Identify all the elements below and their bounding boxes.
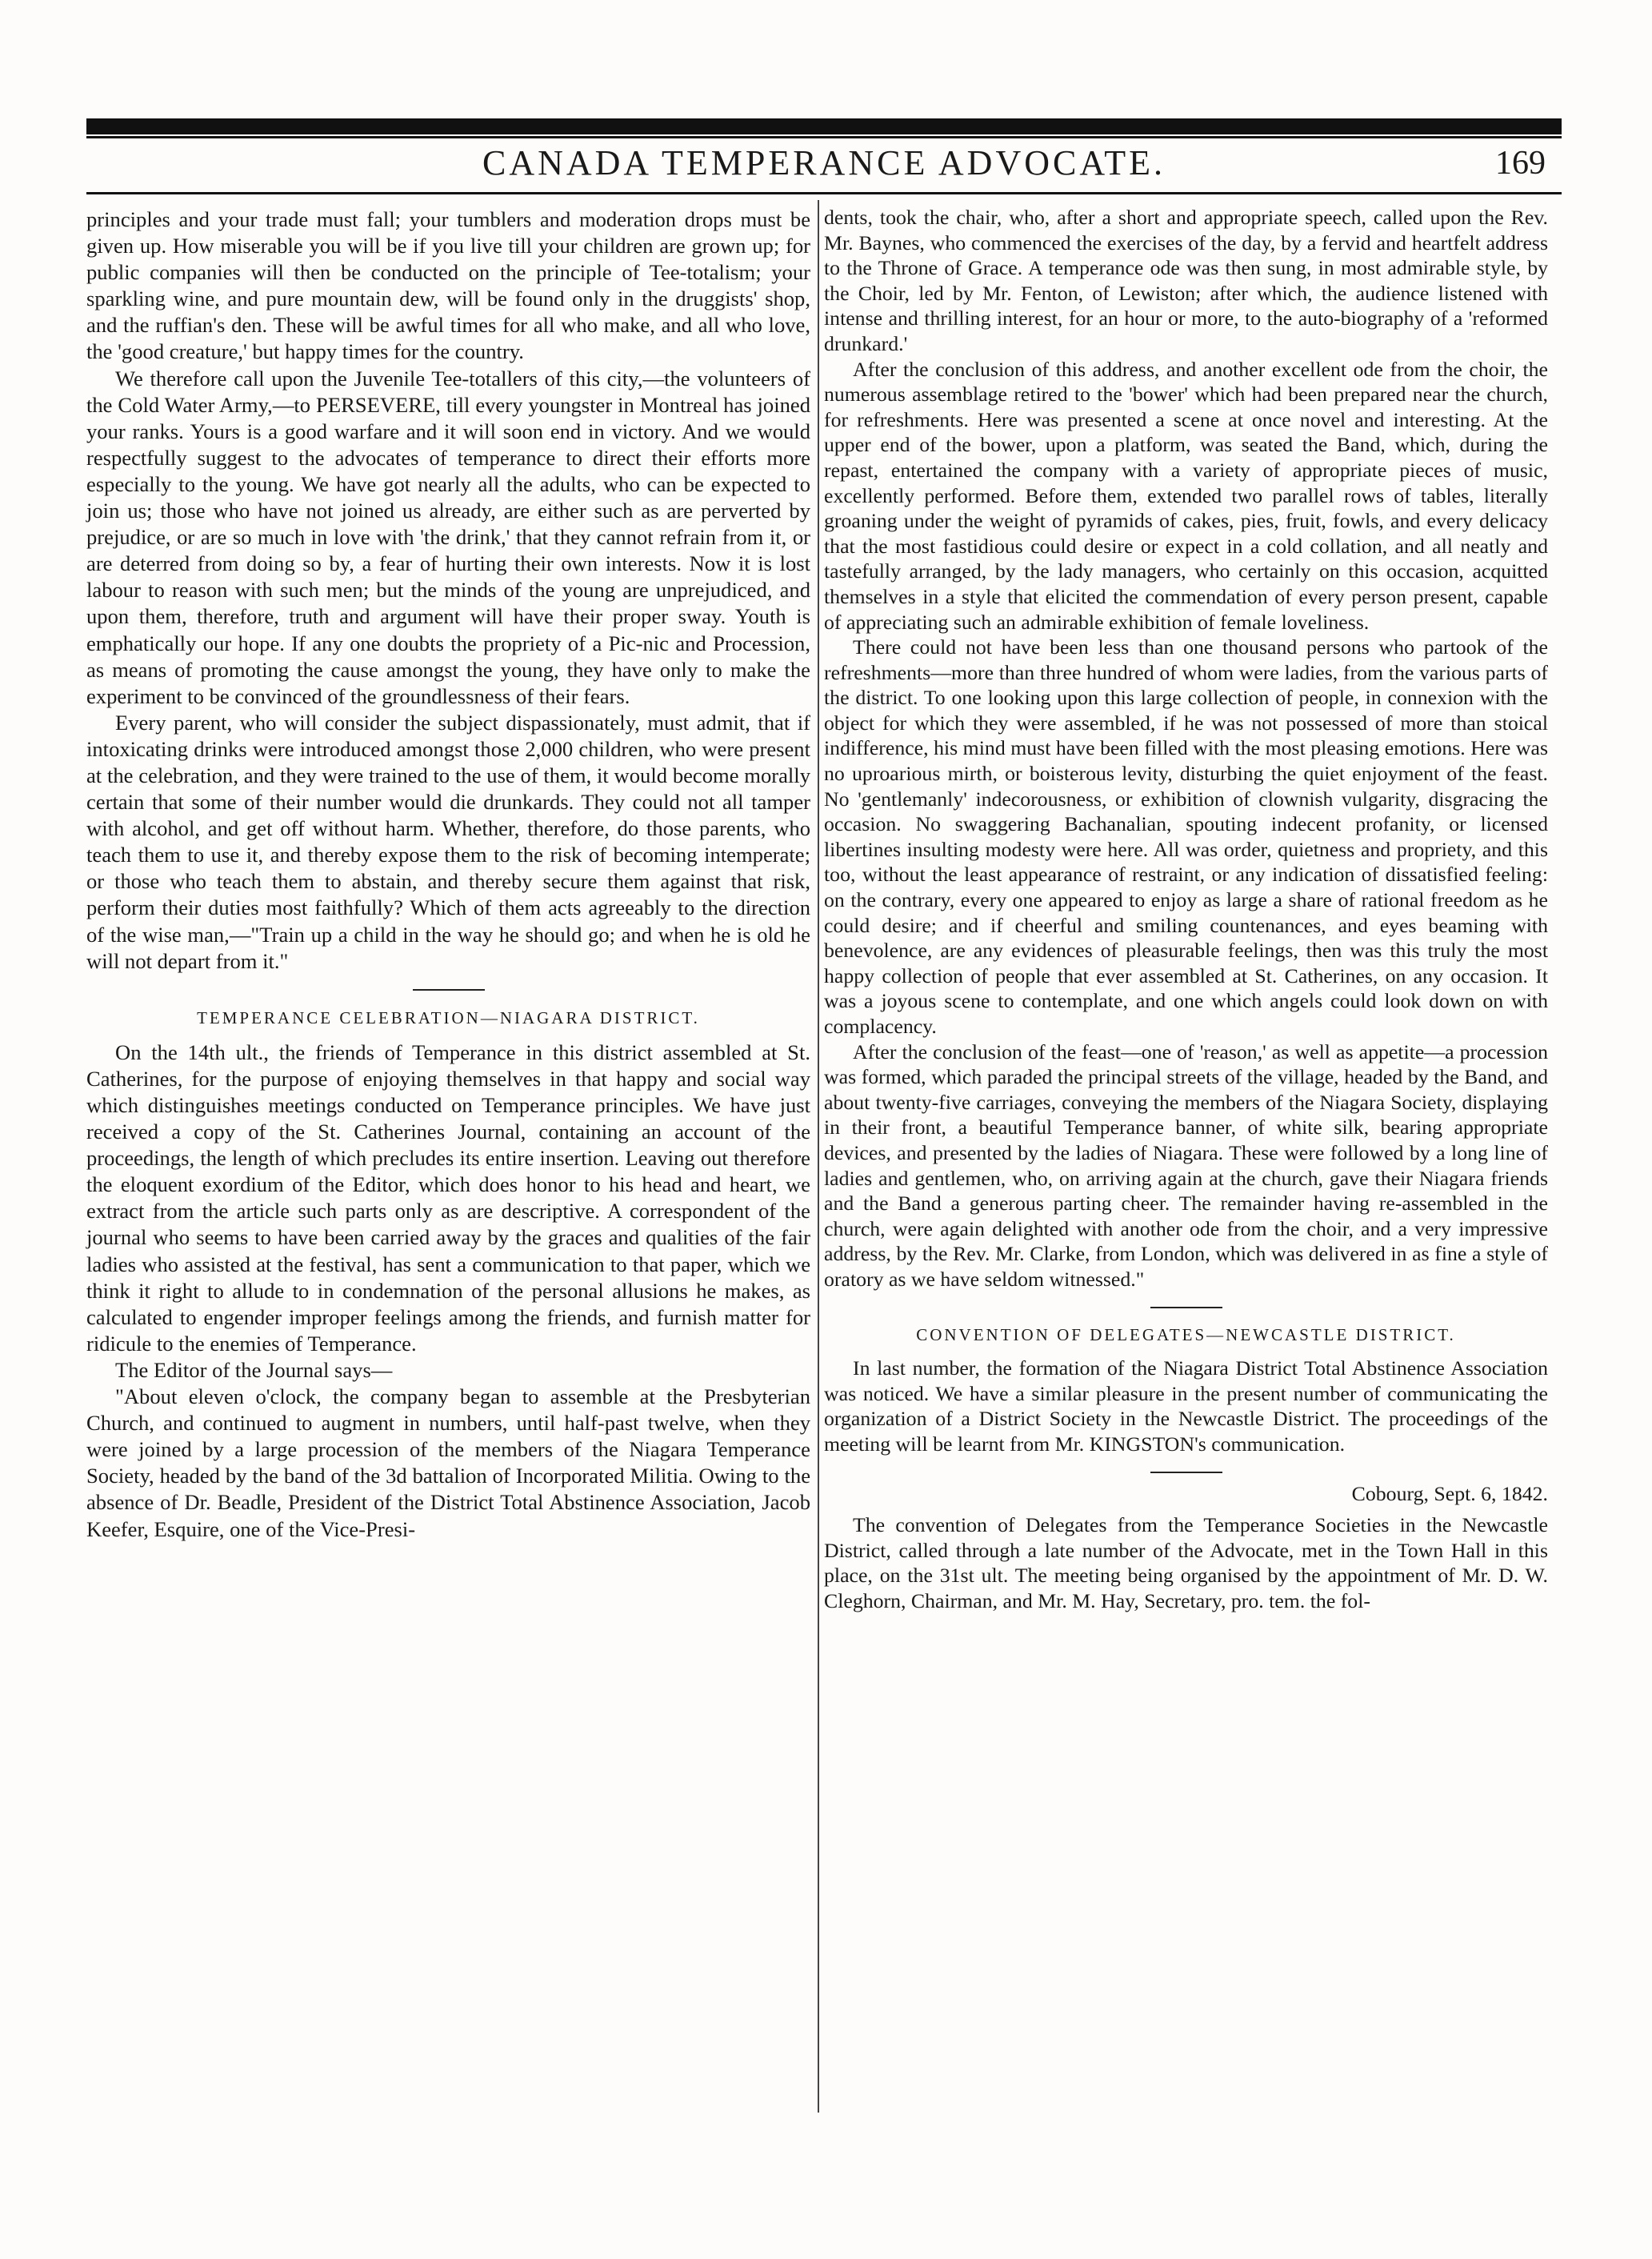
top-rule [86, 118, 1562, 134]
paragraph: The Editor of the Journal says— [115, 1357, 393, 1382]
section-heading: CONVENTION OF DELEGATES—NEWCASTLE DISTRICT. [916, 1324, 1456, 1344]
column-divider [818, 200, 819, 2113]
paragraph: principles and your trade must fall; your tumblers and moderation drops must be given up. How miserable you will be if you live till your children are grown up; for public companies will then be conducted on the principle of Tee-totalism; your sparkling wine, and pure mountain dew, will be found only in the druggists' shop, and the ruffian's den. These will be awful times for all who make, and all who love, the 'good creature,' but happy times for the country. [86, 207, 810, 364]
section-divider [1150, 1307, 1222, 1308]
section-divider [413, 989, 485, 991]
paragraph: dents, took the chair, who, after a short and appropriate speech, called upon the Rev. Mr. Baynes, who commenced the exercises of the day, by a fervid and heartfelt address to the Throne of Grace. A temperance ode was then sung, in most admirable style, by the Choir, led by Mr. Fenton, of Lewiston; after which, the audience listened with intense and thrilling interest, for an hour or more, to the auto-biography of a 'reformed drunkard.' [824, 206, 1548, 355]
paragraph: There could not have been less than one thousand persons who partook of the refreshments—more than three hundred of whom were ladies, from the various parts of the district. To one looking upon this large collection of people, in connexion with the object for which they were assembled, if he was not possessed of more than stoical indifference, his mind must have been filled with the most pleasing emotions. Here was no uproarious mirth, or boisterous levity, disturbing the quiet enjoyment of the feast. No 'gentlemanly' indecorousness, or exhibition of clownish vulgarity, disgracing the occasion. No swaggering Bachanalian, spouting indecent profanity, or licensed libertines insulting modesty were here. All was order, quietness and propriety, and this too, without the least appearance of restraint, or any indication of dissatisfied feeling: on the contrary, every one appeared to enjoy as large a share of rational freedom as he could desire; and if cheerful and smiling countenances, and eyes beaming with benevolence, are any evidences of pleasurable feelings, then was this truly the most happy collection of people that ever assembled at St. Catherines, on any occasion. It was a joyous scene to contemplate, and one which angels could look down on with complacency. [824, 635, 1548, 1038]
section-heading: TEMPERANCE CELEBRATION—NIAGARA DISTRICT. [197, 1007, 700, 1027]
paragraph: Every parent, who will consider the subject dispassionately, must admit, that if intoxicating drinks were introduced amongst those 2,000 children, who were present at the celebration, and they were trained to the use of them, it would become morally certain that some of their number would die drunkards. They could not all tamper with alcohol, and get off without harm. Whether, therefore, do those parents, who teach them to use it, and thereby expose them to the risk of becoming intemperate; or those who teach them to abstain, and thereby secure them against that risk, perform their duties most faithfully? Which of them acts agreeably to the direction of the wise man,—"Train up a child in the way he should go; and when he is old he will not depart from it." [86, 710, 810, 973]
paragraph: In last number, the formation of the Niagara District Total Abstinence Association was noticed. We have a similar pleasure in the present number of communicating the organization of a District Society in the Newcastle District. The proceedings of the meeting will be learnt from Mr. KINGSTON's communication. [824, 1356, 1548, 1456]
paragraph: After the conclusion of the feast—one of 'reason,' as well as appetite—a procession was formed, which paraded the principal streets of the village, headed by the Band, and about twenty-five carriages, conveying the members of the Niagara Society, displaying in their front, a beautiful Temperance banner, of white silk, bearing appropriate devices, and presented by the ladies of Niagara. These were followed by a long line of ladies and gentlemen, who, on arriving again at the church, gave their Niagara friends and the Band a generous parting cheer. The remainder having re-assembled in the church, were again delighted with another ode from the choir, and a very impressive address, by the Rev. Mr. Clarke, from London, which was delivered in as fine a style of oratory as we have seldom witnessed." [824, 1039, 1548, 1291]
page-header [86, 142, 1562, 189]
paragraph: The convention of Delegates from the Temperance Societies in the Newcastle District, called through a late number of the Advocate, met in the Town Hall in this place, on the 31st ult. The meeting being organised by the appointment of Mr. D. W. Cleghorn, Chairman, and Mr. M. Hay, Secretary, pro. tem. the fol- [824, 1513, 1548, 1612]
paragraph: On the 14th ult., the friends of Temperance in this district assembled at St. Catherines, for the purpose of enjoying themselves in that happy and social way which distinguishes meetings conducted on Temperance principles. We have just received a copy of the St. Catherines Journal, containing an account of the proceedings, the length of which precludes its entire insertion. Leaving out therefore the eloquent exordium of the Editor, which does honor to his head and heart, we extract from the article such parts only as are descriptive. A correspondent of the journal who seems to have been carried away by the graces and qualities of the fair ladies who assisted at the festival, has sent a communication to that paper, which we think it right to allude to in condemnation of the personal allusions he makes, as calculated to engender improper feelings among the friends, and furnish matter for ridicule to the enemies of Temperance. [86, 1039, 810, 1356]
place-date: Cobourg, Sept. 6, 1842. [1351, 1481, 1548, 1505]
left-column [86, 206, 810, 1543]
running-title: CANADA TEMPERANCE ADVOCATE. [482, 143, 1166, 182]
section-divider [1150, 1472, 1222, 1473]
right-column [824, 205, 1548, 1613]
header-rule [86, 192, 1562, 194]
paragraph: We therefore call upon the Juvenile Tee-totallers of this city,—the volunteers of the Cold Water Army,—to PERSEVERE, till every youngster in Montreal has joined your ranks. Yours is a good warfare and it will soon end in victory. And we would respectfully suggest to the advocates of temperance to direct their efforts more especially to the young. We have got nearly all the adults, who can be expected to join us; those who have not joined us already, are either such as are perverted by prejudice, or are so much in love with 'the drink,' that they cannot refrain from it, or are deterred from doing so by, a fear of hurting their own interests. Now it is lost labour to reason with such men; but the minds of the young are unprejudiced, and upon them, therefore, truth and argument will have their proper sway. Youth is emphatically our hope. If any one doubts the propriety of a Pic-nic and Procession, as means of promoting the cause amongst the young, they have only to make the experiment to be convinced of the groundlessness of their fears. [86, 366, 810, 708]
page-number: 169 [1495, 145, 1546, 182]
paragraph: "About eleven o'clock, the company began to assemble at the Presbyterian Church, and continued to augment in numbers, until half-past twelve, when they were joined by a large procession of the members of the Niagara Temperance Society, headed by the band of the 3d battalion of Incorporated Militia. Owing to the absence of Dr. Beadle, President of the District Total Abstinence Association, Jacob Keefer, Esquire, one of the Vice-Presi- [86, 1384, 810, 1541]
paragraph: After the conclusion of this address, and another excellent ode from the choir, the numerous assemblage retired to the 'bower' which had been prepared near the church, for refreshments. Here was presented a scene at once novel and interesting. At the upper end of the bower, upon a platform, was seated the Band, which, during the repast, entertained the company with a variety of appropriate pieces of music, excellently performed. Before them, extended two parallel rows of tables, literally groaning under the weight of pyramids of cakes, pies, fruit, fowls, and every delicacy that the most fastidious could desire or expect in a cold collation, and all neatly and tastefully arranged, by the lady managers, who certainly on this occasion, acquitted themselves in a style that elicited the commendation of every person present, capable of appreciating such an admirable exhibition of female loveliness. [824, 357, 1548, 634]
